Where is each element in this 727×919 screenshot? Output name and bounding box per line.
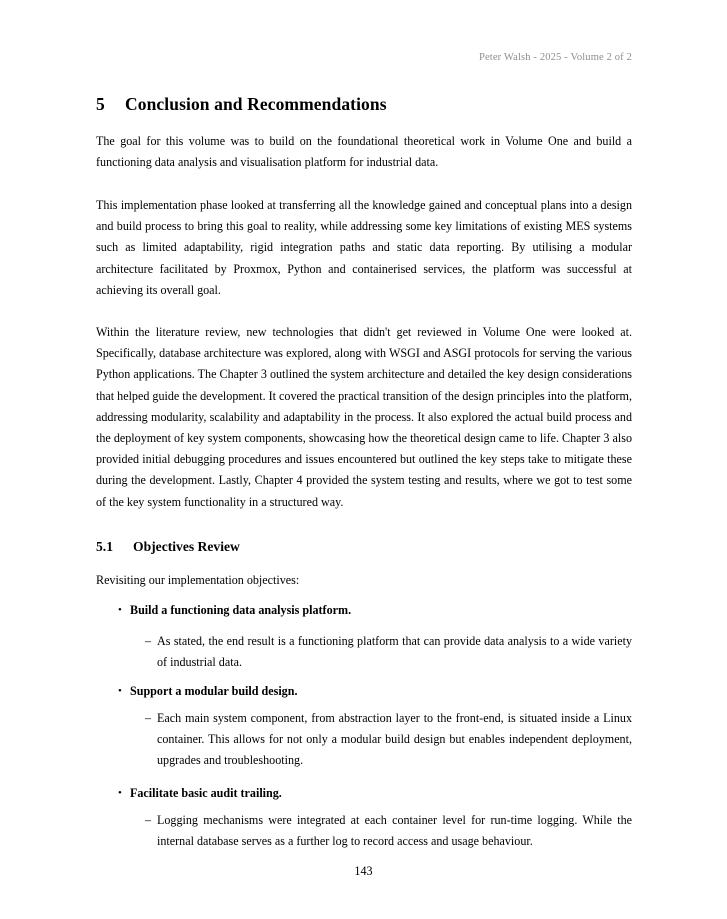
objective-title: Build a functioning data analysis platform.: [130, 603, 352, 617]
list-item-detail: [145, 631, 632, 673]
chapter-heading: [96, 94, 632, 115]
paragraph-objectives-intro: Revisiting our implementation objectives:: [96, 573, 300, 587]
objective-detail: Each main system component, from abstraction layer to the front-end, is situated inside a Linux container. This allows for not only a modular build design but enables independent deployment, upgrades and troubleshooting.: [157, 711, 632, 768]
paragraph-literature-review: Within the literature review, new technologies that didn't get reviewed in Volume One were looked at. Specifically, database architecture was explored, along with WSGI and ASGI protocols for serving the various Python applications. The Chapter 3 outlined the system architecture and detailed the key design considerations that helped guide the development. It covered the practical transition of the design principles into the platform, addressing modularity, scalability and adaptability in the process. It also explored the actual build process and the deployment of key system components, showcasing how the theoretical design came to life. Chapter 3 also provided initial debugging procedures and issues encountered but outlined the key steps take to mitigate these during the development. Lastly, Chapter 4 provided the system testing and results, where we got to test some of the key system functionality in a structured way.: [96, 325, 632, 509]
list-item: [118, 783, 632, 804]
objective-title: Facilitate basic audit trailing.: [130, 786, 282, 800]
bullet-icon: •: [118, 685, 122, 697]
running-header: Peter Walsh - 2025 - Volume 2 of 2: [479, 52, 632, 63]
objective-detail: Logging mechanisms were integrated at each container level for run-time logging. While the internal database serves as a further log to record access and usage behaviour.: [157, 813, 632, 849]
dash-icon: –: [145, 711, 152, 725]
objective-title: Support a modular build design.: [130, 684, 298, 698]
list-item: [118, 681, 632, 702]
dash-icon: –: [145, 634, 152, 648]
dash-icon: –: [145, 813, 152, 827]
list-item: [118, 600, 632, 621]
paragraph-implementation: This implementation phase looked at transferring all the knowledge gained and conceptual plans into a design and build process to bring this goal to reality, while addressing some key limitations of existing MES systems such as limited adaptability, rigid integration paths and static data reporting. By utilising a modular architecture facilitated by Proxmox, Python and containerised services, the platform was successful at achieving its overall goal.: [96, 198, 632, 297]
section-title: Objectives Review: [133, 539, 240, 554]
paragraph-goal: The goal for this volume was to build on the foundational theoretical work in Volume One and build a functioning data analysis and visualisation platform for industrial data.: [96, 134, 632, 170]
bullet-icon: •: [118, 787, 122, 799]
list-item-detail: [145, 810, 632, 852]
bullet-icon: •: [118, 604, 122, 616]
list-item-detail: [145, 708, 632, 772]
chapter-number: 5: [96, 94, 105, 114]
section-heading-objectives-review: [96, 539, 632, 555]
page-number: 143: [354, 864, 373, 878]
chapter-title: Conclusion and Recommendations: [125, 94, 387, 114]
objective-detail: As stated, the end result is a functioning platform that can provide data analysis to a wide variety of industrial data.: [157, 634, 632, 670]
section-number: 5.1: [96, 539, 113, 554]
